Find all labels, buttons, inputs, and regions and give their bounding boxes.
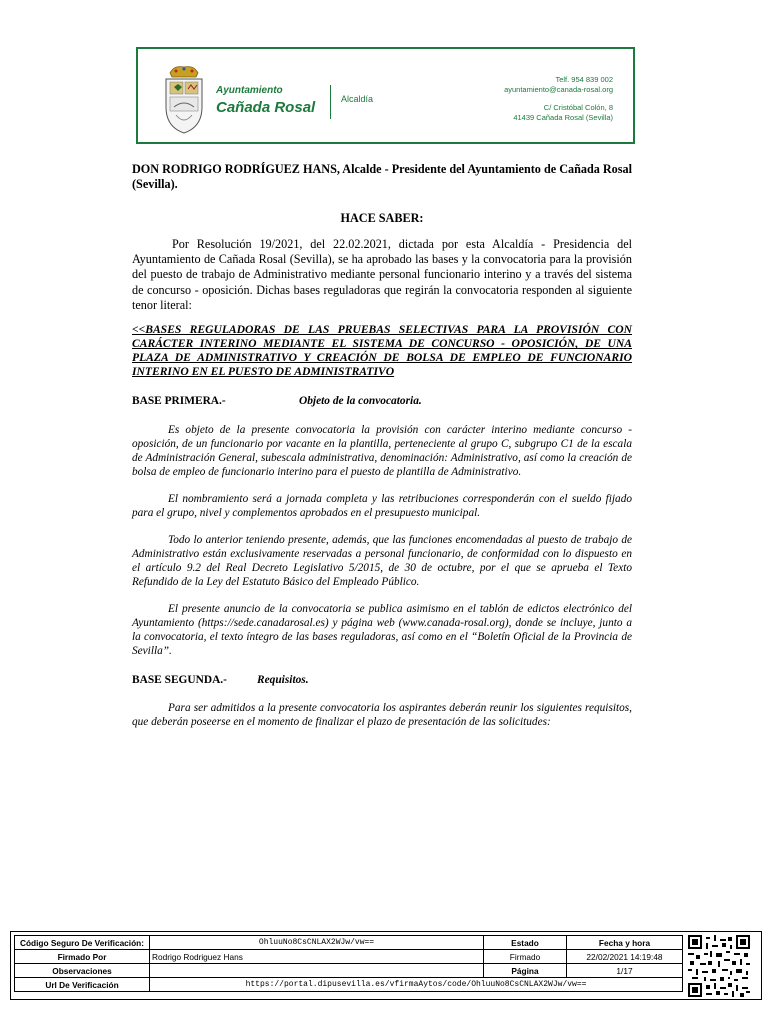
base2-title: Requisitos. <box>257 673 309 686</box>
document-heading: DON RODRIGO RODRÍGUEZ HANS, Alcalde - Presidente del Ayuntamiento de Cañada Rosal (Sevilla). <box>132 162 632 192</box>
csv-label: Código Seguro De Verificación: <box>15 936 150 950</box>
brand-line2: Cañada Rosal <box>216 99 316 116</box>
table-row <box>15 936 683 950</box>
base1-paragraph-2: El nombramiento será a jornada completa y las retribuciones corresponderán con el sueldo fijado para el grupo, nivel y complementos aprobados en el presupuesto municipal. <box>132 492 632 519</box>
estado-value: Firmado <box>484 950 567 964</box>
hace-saber: HACE SABER: <box>340 210 424 225</box>
brand-line1: Ayuntamiento <box>216 85 283 96</box>
document-body <box>132 162 632 729</box>
table-row <box>15 950 683 964</box>
pagina-value: 1/17 <box>567 964 683 978</box>
letterhead <box>136 47 635 144</box>
contact-info <box>504 75 613 123</box>
fecha-value: 22/02/2021 14:19:48 <box>567 950 683 964</box>
email: ayuntamiento@canada-rosal.org <box>504 85 613 94</box>
base2-label: BASE SEGUNDA.- <box>132 673 227 686</box>
city-address: 41439 Cañada Rosal (Sevilla) <box>513 113 613 122</box>
estado-label: Estado <box>484 936 567 950</box>
base2-paragraph-1: Para ser admitidos a la presente convocatoria los aspirantes deberán reunir los siguientes requisitos, que deberán poseerse en el momento de finalizar el plazo de presentación de las solicitudes: <box>132 701 632 728</box>
table-row <box>15 964 683 978</box>
observaciones-label: Observaciones <box>15 964 150 978</box>
office-name: Alcaldía <box>341 94 374 104</box>
qr-code-icon <box>688 935 750 997</box>
verification-table <box>14 935 683 992</box>
fecha-label: Fecha y hora <box>567 936 683 950</box>
municipal-crest-icon <box>162 63 206 135</box>
verification-footer <box>10 931 762 1000</box>
pagina-label: Página <box>484 964 567 978</box>
base1-paragraph-3: Todo lo anterior teniendo presente, además, que las funciones encomendadas al puesto de trabajo de Administrativo están exclusivamente reservadas a personal funcionario, de conformidad con lo dispuesto en el artículo 9.2 del Real Decreto Legislativo 5/2015, de 30 de octubre, por el que se aprueba el Texto Refundido de la Ley del Estatuto Básico del Empleado Público. <box>132 533 632 588</box>
brand-divider <box>330 85 331 119</box>
base1-label: BASE PRIMERA.- <box>132 395 226 408</box>
phone: Telf. 954 839 002 <box>555 75 613 84</box>
base1-heading <box>132 394 632 409</box>
base2-heading <box>132 673 632 688</box>
bases-title: <<BASES REGULADORAS DE LAS PRUEBAS SELECTIVAS PARA LA PROVISIÓN CON CARÁCTER INTERINO MEDIANTE EL SISTEMA DE CONCURSO - OPOSICIÓN, DE UNA PLAZA DE ADMINISTRATIVO Y CREACIÓN DE BOLSA DE EMPLEO DE FUNCIONARIO INTERINO EN EL PUESTO DE ADMINISTRATIVO <box>132 323 632 379</box>
base1-paragraph-4: El presente anuncio de la convocatoria se publica asimismo en el tablón de edictos electrónico del Ayuntamiento (https://sede.canadarosal.es) y página web (www.canada-rosal.org), donde se incluye, junto a la convocatoria, el texto íntegro de las bases reguladoras, así como en el “Boletín Oficial de la Provincia de Sevilla”. <box>132 602 632 657</box>
brand-name <box>216 85 315 116</box>
table-row <box>15 978 683 992</box>
intro-paragraph: Por Resolución 19/2021, del 22.02.2021, dictada por esta Alcaldía - Presidencia del Ayuntamiento de Cañada Rosal (Sevilla), se ha aprobado las bases y la convocatoria para la provisión del puesto de trabajo de Administrativo mediante personal funcionario interino y a través del sistema de concurso - oposición. Dichas bases reguladoras que regirán la convocatoria responden al siguiente tenor literal: <box>132 236 632 313</box>
url-label: Url De Verificación <box>15 978 150 992</box>
base1-title: Objeto de la convocatoria. <box>299 395 422 408</box>
observaciones-value <box>150 964 484 978</box>
firmado-por-value: Rodrigo Rodriguez Hans <box>150 950 484 964</box>
verification-url[interactable]: https://portal.dipusevilla.es/vfirmaAytos/code/OhluuNo8CsCNLAX2WJw/vw== <box>150 978 683 992</box>
csv-value: OhluuNo8CsCNLAX2WJw/vw== <box>150 936 484 950</box>
firmado-por-label: Firmado Por <box>15 950 150 964</box>
street-address: C/ Cristóbal Colón, 8 <box>543 103 613 112</box>
base1-paragraph-1: Es objeto de la presente convocatoria la provisión con carácter interino mediante concurso - oposición, de un funcionario por vacante en la plantilla, perteneciente al grupo C, subgrupo C1 de la escala de Administración General, subescala administrativa, denominación: Administrativo, así como la creación de bolsa de empleo de funcionario interino para el puesto de plantilla de Administrativo. <box>132 423 632 478</box>
